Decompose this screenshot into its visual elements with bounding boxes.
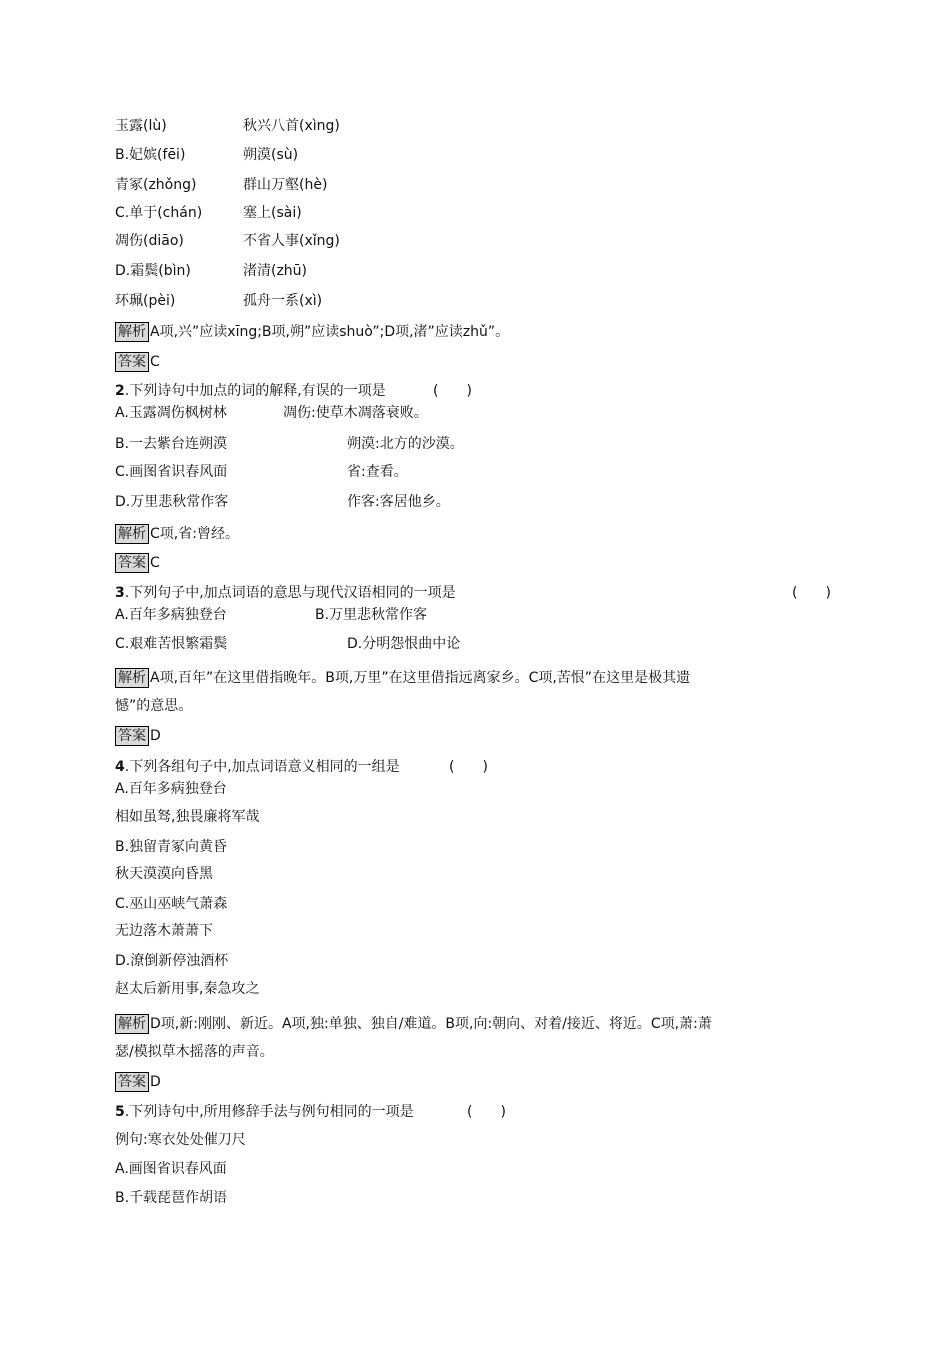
- answer-label: 答案: [115, 352, 149, 372]
- q2-option-d: D.万里悲秋常作客: [115, 494, 229, 510]
- q2-stem: [115, 382, 386, 400]
- analysis-label: 解析: [115, 322, 149, 342]
- answer-text: D: [150, 1074, 161, 1090]
- q1-answer-line: [115, 352, 160, 372]
- q1-option-line: 朔漠(sù): [243, 147, 299, 163]
- question-stem-text: .下列句子中,加点词语的意思与现代汉语相同的一项是: [124, 585, 456, 601]
- q1-option-line: 渚清(zhū): [243, 263, 308, 279]
- q5-option-b: B.千载琵琶作胡语: [115, 1190, 228, 1206]
- q2-option-c-gloss: 省:查看。: [347, 464, 408, 480]
- q4-analysis-cont: 瑟/模拟草木摇落的声音。: [115, 1044, 274, 1060]
- q1-option-line: 凋伤(diāo): [115, 233, 184, 249]
- analysis-text: A项,兴”应读xīng;B项,朔”应读shuò”;D项,渚”应读zhǔ”。: [150, 324, 510, 340]
- answer-label: 答案: [115, 553, 149, 573]
- q4-option-line: D.潦倒新停浊酒杯: [115, 953, 229, 969]
- q4-option-line: B.独留青冢向黄昏: [115, 839, 228, 855]
- q2-option-b-gloss: 朔漠:北方的沙漠。: [347, 436, 464, 452]
- answer-bracket: ( ): [467, 1104, 506, 1120]
- q1-option-line: 青冢(zhǒng): [115, 177, 197, 193]
- q1-option-line: 不省人事(xǐng): [243, 233, 340, 249]
- q2-option-a: A.玉露凋伤枫树林: [115, 405, 227, 421]
- answer-bracket: ( ): [449, 759, 488, 775]
- question-number: 4: [115, 759, 125, 775]
- analysis-text: C项,省:曾经。: [150, 526, 239, 542]
- analysis-label: 解析: [115, 524, 149, 544]
- q2-option-b: B.一去紫台连朔漠: [115, 436, 228, 452]
- question-number: 3: [115, 585, 125, 601]
- q3-option-a: A.百年多病独登台: [115, 607, 227, 623]
- q3-stem: [115, 584, 456, 602]
- question-number: 5: [115, 1104, 125, 1120]
- q4-option-line: 赵太后新用事,秦急攻之: [115, 981, 260, 997]
- q4-option-line: 相如虽驽,独畏廉将军哉: [115, 809, 260, 825]
- q2-option-a-gloss: 凋伤:使草木凋落衰败。: [283, 405, 428, 421]
- question-stem-text: .下列诗句中,所用修辞手法与例句相同的一项是: [124, 1104, 414, 1120]
- answer-text: C: [150, 555, 160, 571]
- q1-option-b: B.妃嫔(fēi): [115, 147, 186, 163]
- answer-bracket: ( ): [433, 383, 472, 399]
- q1-option-line: 群山万壑(hè): [243, 177, 328, 193]
- q3-option-b: B.万里悲秋常作客: [315, 607, 428, 623]
- q5-option-a: A.画图省识春风面: [115, 1161, 227, 1177]
- q2-option-c: C.画图省识春风面: [115, 464, 228, 480]
- q1-option-line: 玉露(lù): [115, 118, 167, 134]
- q1-option-line: 孤舟一系(xì): [243, 293, 323, 309]
- q4-option-line: C.巫山巫峡气萧森: [115, 896, 228, 912]
- q1-option-line: 塞上(sài): [243, 205, 302, 221]
- analysis-label: 解析: [115, 1014, 149, 1034]
- q5-example: 例句:寒衣处处催刀尺: [115, 1132, 246, 1148]
- q2-option-d-gloss: 作客:客居他乡。: [347, 494, 450, 510]
- q3-answer-line: [115, 726, 161, 746]
- answer-label: 答案: [115, 726, 149, 746]
- q1-option-line: 秋兴八首(xìng): [243, 118, 340, 134]
- q3-analysis-line: [115, 668, 690, 688]
- answer-label: 答案: [115, 1072, 149, 1092]
- q1-option-line: 环珮(pèi): [115, 293, 176, 309]
- q1-option-d: D.霜鬓(bìn): [115, 263, 191, 279]
- q4-option-line: 秋天漠漠向昏黑: [115, 866, 213, 882]
- q1-option-c: C.单于(chán): [115, 205, 203, 221]
- q4-option-line: 无边落木萧萧下: [115, 923, 213, 939]
- question-stem-text: .下列诗句中加点的词的解释,有误的一项是: [124, 383, 386, 399]
- answer-text: D: [150, 728, 161, 744]
- q4-answer-line: [115, 1072, 161, 1092]
- q3-analysis-cont: 憾”的意思。: [115, 698, 193, 714]
- question-number: 2: [115, 383, 125, 399]
- q2-answer-line: [115, 553, 160, 573]
- q4-stem: [115, 758, 400, 776]
- q2-analysis-line: [115, 524, 239, 544]
- question-stem-text: .下列各组句子中,加点词语意义相同的一组是: [124, 759, 400, 775]
- q1-analysis-line: [115, 322, 509, 342]
- analysis-text: D项,新:刚刚、新近。A项,独:单独、独自/难道。B项,向:朝向、对着/接近、将近。C项,萧:萧: [150, 1016, 712, 1032]
- answer-text: C: [150, 354, 160, 370]
- q5-stem: [115, 1103, 414, 1121]
- answer-bracket: ( ): [792, 585, 831, 601]
- q3-option-d: D.分明怨恨曲中论: [347, 636, 461, 652]
- q4-analysis-line: [115, 1014, 712, 1034]
- analysis-label: 解析: [115, 668, 149, 688]
- analysis-text: A项,百年”在这里借指晚年。B项,万里”在这里借指远离家乡。C项,苦恨”在这里是极其遗: [150, 670, 691, 686]
- q3-option-c: C.艰难苦恨繁霜鬓: [115, 636, 228, 652]
- q4-option-line: A.百年多病独登台: [115, 781, 227, 797]
